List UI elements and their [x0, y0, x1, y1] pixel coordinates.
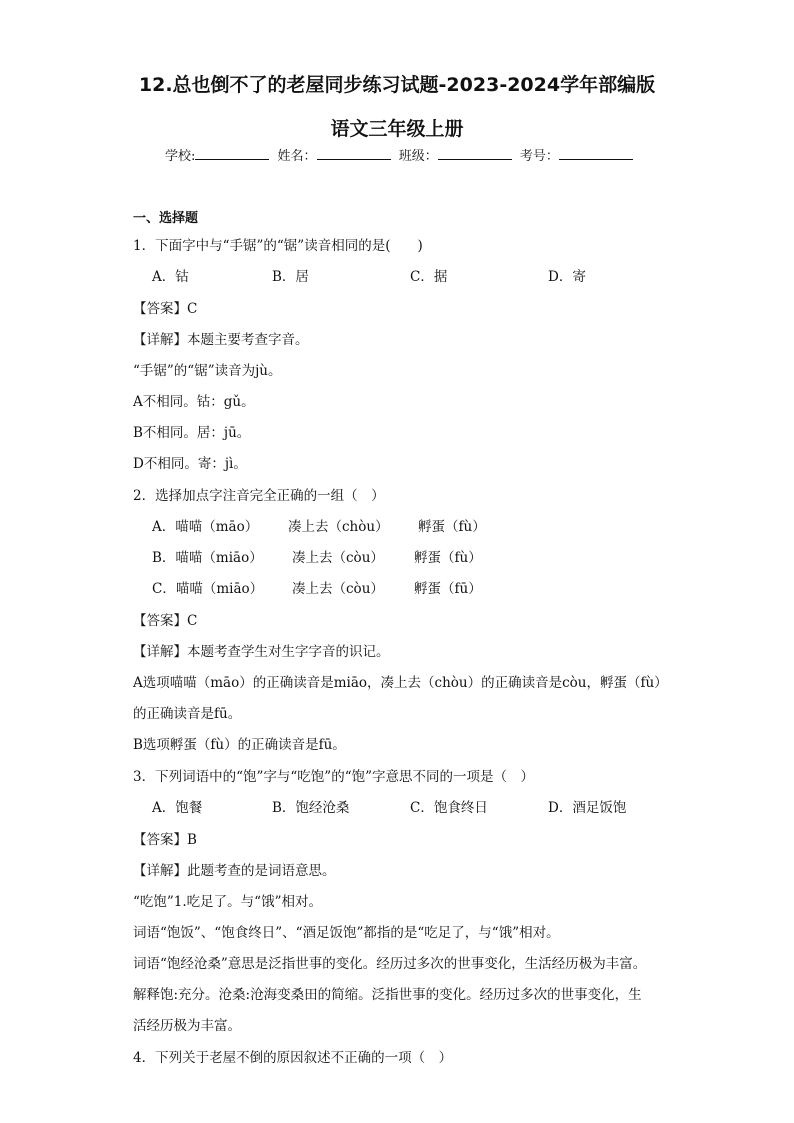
q1-option-d: D．寄 — [548, 269, 586, 285]
q2-option-b-3: 孵蛋（fù） — [414, 550, 482, 566]
q1-detail-line: A不相同。钴：gǔ。 — [133, 394, 255, 410]
q2-option-b-2: 凑上去（còu） — [292, 550, 384, 566]
q1-option-c: C．据 — [410, 269, 448, 285]
q3-stem: 3．下列词语中的“饱”字与“吃饱”的“饱”字意思不同的一项是（ ） — [133, 769, 534, 785]
section-heading: 一、选择题 — [133, 211, 199, 226]
q2-option-b-1: B．喵喵（miāo） — [152, 550, 263, 566]
q2-detail-line: 的正确读音是fū。 — [133, 706, 242, 722]
q1-option-b: B．居 — [272, 269, 309, 285]
school-blank[interactable] — [195, 147, 269, 160]
q3-option-c: C．饱食终日 — [410, 800, 488, 816]
q1-detail-line: 【详解】本题主要考查字音。 — [133, 332, 309, 348]
q3-option-a: A．饱餐 — [152, 800, 203, 816]
q2-option-a-1: A．喵喵（māo） — [152, 519, 259, 535]
q2-detail-line: B选项孵蛋（fù）的正确读音是fū。 — [133, 737, 346, 753]
q2-detail-line: 【详解】本题考查学生对生字字音的识记。 — [133, 644, 390, 660]
name-label: 姓名： — [277, 149, 317, 164]
q1-answer: 【答案】C — [133, 301, 198, 317]
q3-answer: 【答案】B — [133, 832, 197, 848]
q3-detail-line: 解释饱:充分。沧桑:沧海变桑田的简缩。泛指世事的变化。经历过多次的世事变化，生 — [133, 987, 642, 1003]
q3-option-b: B．饱经沧桑 — [272, 800, 350, 816]
title-line-1: 12.总也倒不了的老屋同步练习试题-2023-2024学年部编版 — [138, 74, 656, 96]
student-info-line — [165, 145, 637, 164]
q2-option-a-2: 凑上去（chòu） — [288, 519, 389, 535]
q2-stem: 2．选择加点字注音完全正确的一组（ ） — [133, 488, 385, 504]
title-line-2: 语文三年级上册 — [330, 118, 464, 140]
q3-detail-line: 【详解】此题考查的是词语意思。 — [133, 863, 336, 879]
number-label: 考号： — [519, 149, 559, 164]
name-blank[interactable] — [317, 147, 391, 160]
q3-detail-line: 词语“饱饭”、“饱食终日”、“酒足饭饱”都指的是“吃足了，与“饿”相对。 — [133, 925, 560, 941]
class-label: 班级： — [398, 149, 438, 164]
school-label: 学校: — [165, 149, 196, 164]
class-blank[interactable] — [438, 147, 512, 160]
q1-detail-line: D不相同。寄：jì。 — [133, 456, 247, 472]
q3-detail-line: 词语“饱经沧桑”意思是泛指世事的变化。经历过多次的世事变化，生活经历极为丰富。 — [133, 956, 647, 972]
q1-option-a: A．钴 — [152, 269, 189, 285]
q3-detail-line: 活经历极为丰富。 — [133, 1018, 241, 1034]
number-blank[interactable] — [559, 147, 633, 160]
q3-option-d: D．酒足饭饱 — [548, 800, 627, 816]
q1-detail-line: “手锯”的“锯”读音为jù。 — [133, 363, 282, 379]
q2-option-c-1: C．喵喵（miāo） — [152, 581, 264, 597]
q2-option-c-3: 孵蛋（fū） — [414, 581, 482, 597]
q2-detail-line: A选项喵喵（māo）的正确读音是miāo，凑上去（chòu）的正确读音是còu，孵蛋（fù） — [133, 675, 668, 691]
q3-detail-line: “吃饱”1.吃足了。与“饿”相对。 — [133, 894, 322, 910]
q2-option-a-3: 孵蛋（fù） — [418, 519, 486, 535]
q4-stem: 4．下列关于老屋不倒的原因叙述不正确的一项（ ） — [133, 1050, 453, 1066]
q2-option-c-2: 凑上去（còu） — [292, 581, 384, 597]
q1-detail-line: B不相同。居：jū。 — [133, 425, 251, 441]
q2-answer: 【答案】C — [133, 613, 198, 629]
q1-stem: 1．下面字中与“手锯”的“锯”读音相同的是( ) — [133, 238, 423, 254]
